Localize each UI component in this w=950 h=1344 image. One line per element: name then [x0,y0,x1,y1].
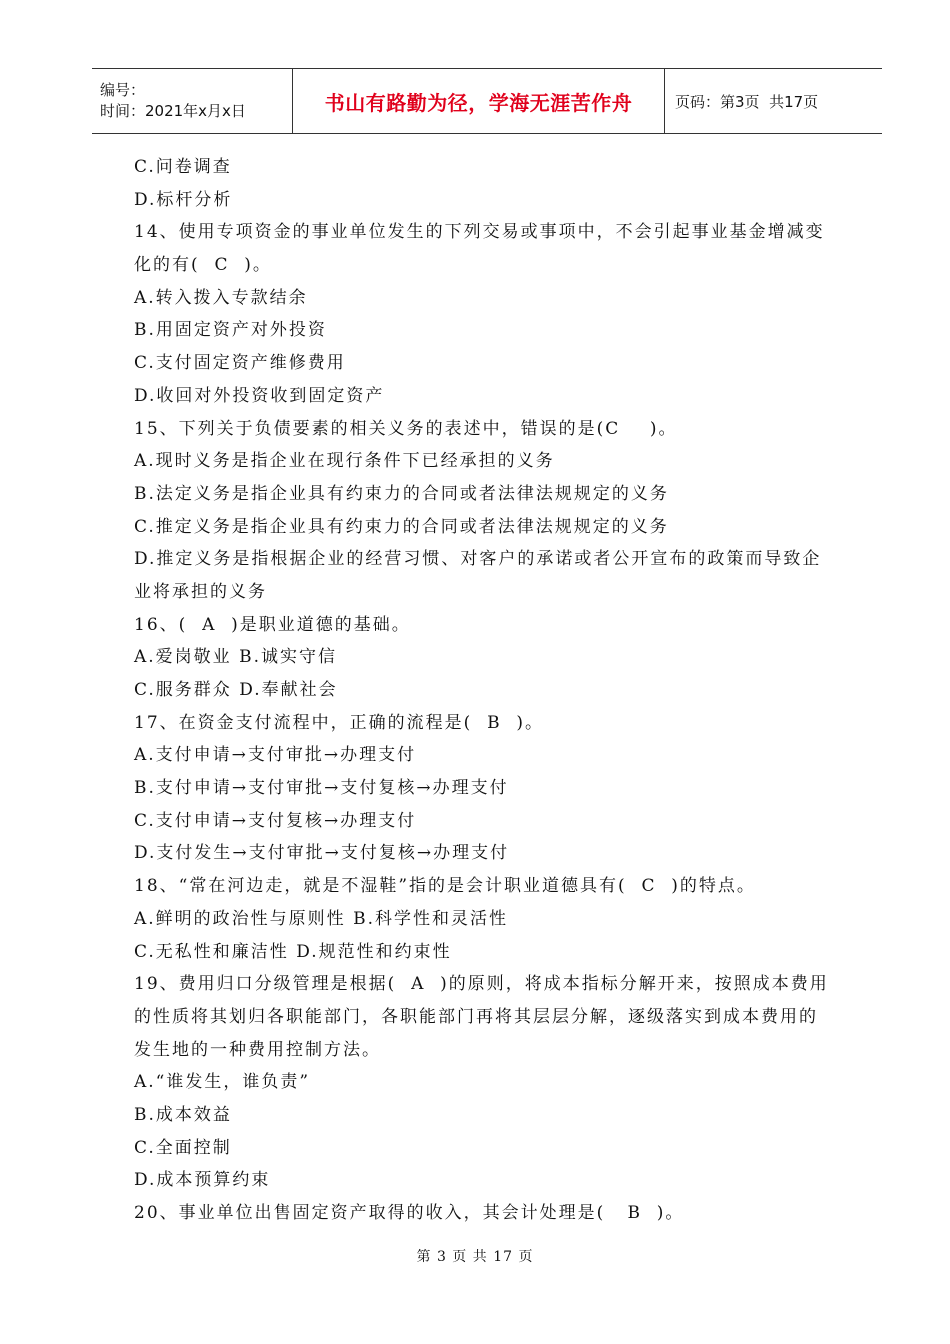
text-line: A.支付申请→支付审批→办理支付 [134,745,417,766]
text-line: A.“谁发生，谁负责” [134,1072,311,1093]
text-line: C.全面控制 [134,1137,232,1158]
header-meta [92,69,293,133]
text-line: C.问卷调查 [134,157,232,177]
header-motto-cell [293,69,665,133]
text-line: D.收回对外投资收到固定资产 [134,385,385,406]
page-label: 页码：第3页 共17页 [675,92,819,111]
question-18-stem: 18、“常在河边走，就是不湿鞋”指的是会计职业道德具有( C )的特点。 [134,876,756,897]
text-line: 化的有( C )。 [134,255,272,276]
text-line: B.支付申请→支付审批→支付复核→办理支付 [134,778,509,799]
text-line: D.成本预算约束 [134,1170,271,1191]
motto-text: 书山有路勤为径，学海无涯苦作舟 [324,90,633,115]
header-page-cell [665,69,882,133]
text-line: C.服务群众 D.奉献社会 [134,680,338,700]
time-label: 时间：2021年x月x日 [100,102,246,120]
question-15-stem: 15、下列关于负债要素的相关义务的表述中，错误的是(C )。 [134,418,678,439]
text-line: B.成本效益 [134,1104,232,1125]
number-label: 编号： [100,81,146,99]
text-line: C.无私性和廉洁性 D.规范性和约束性 [134,941,452,962]
document-body [134,151,840,1230]
text-line: B.法定义务是指企业具有约束力的合同或者法律法规规定的义务 [134,483,669,504]
text-line: C.支付申请→支付复核→办理支付 [134,810,417,831]
text-line: A.爱岗敬业 B.诚实守信 [134,647,337,668]
text-line: 的性质将其划归各职能部门，各职能部门再将其层层分解，逐级落实到成本费用的 [134,1006,818,1027]
text-line: D.标杆分析 [134,189,233,210]
page-header [92,68,882,134]
text-line: A.现时义务是指企业在现行条件下已经承担的义务 [134,451,555,472]
text-line: D.支付发生→支付审批→支付复核→办理支付 [134,843,510,864]
question-20-stem: 20、事业单位出售固定资产取得的收入，其会计处理是( B )。 [134,1203,685,1223]
text-line: A.转入拨入专款结余 [134,287,308,308]
text-line: 发生地的一种费用控制方法。 [134,1039,381,1060]
text-line: B.用固定资产对外投资 [134,320,327,341]
text-line: C.支付固定资产维修费用 [134,353,346,374]
question-17-stem: 17、在资金支付流程中，正确的流程是( B )。 [134,712,545,733]
question-16-stem: 16、( A )是职业道德的基础。 [134,614,411,635]
text-line: 业将承担的义务 [134,581,267,602]
page-footer: 第 3 页 共 17 页 [416,1249,534,1265]
question-19-stem: 19、费用归口分级管理是根据( A )的原则，将成本指标分解开来，按照成本费用 [134,974,829,995]
question-14-stem: 14、使用专项资金的事业单位发生的下列交易或事项中，不会引起事业基金增减变 [134,222,825,243]
text-line: C.推定义务是指企业具有约束力的合同或者法律法规规定的义务 [134,516,669,537]
text-line: D.推定义务是指根据企业的经营习惯、对客户的承诺或者公开宣布的政策而导致企 [134,549,822,570]
text-line: A.鲜明的政治性与原则性 B.科学性和灵活性 [134,908,508,929]
